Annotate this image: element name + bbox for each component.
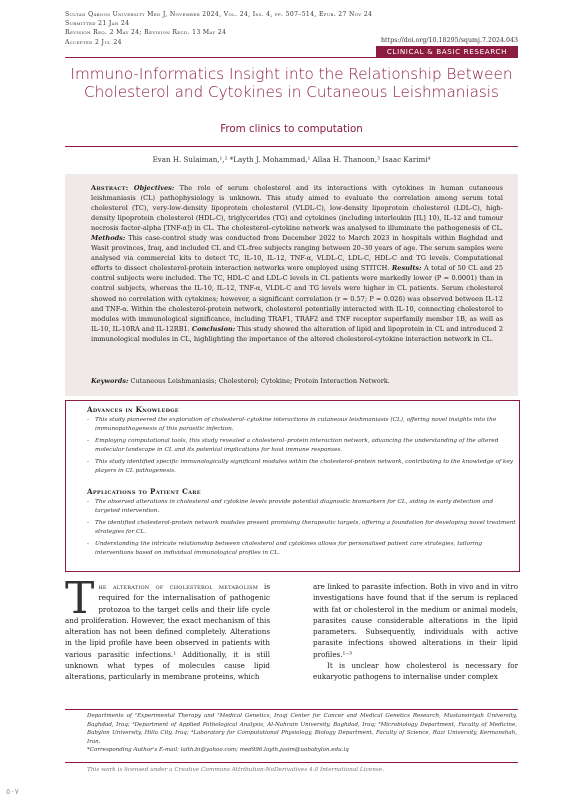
doi-link[interactable]: https://doi.org/10.18295/squmj.7.2024.043 (381, 37, 518, 44)
affiliations: Departments of ¹Experimental Therapy and ²Medical Genetics, Iraqi Center for Cancer and Medical Genetics Research, Mustansiriyah University, Baghdad, Iraq; ³Department of Applied Pathological Analysis, Al-Nahrain University, Baghdad, Iraq; ³Microbiology Department, Faculty of Medicine, Babylon University, Hilla City, Iraq; ⁴Laboratory for Computational Physiology, Biology Department, Faculty of Science, Razi University, Kermanshah, Iran. (87, 713, 517, 745)
article-subtitle: From clinics to computation (220, 123, 363, 135)
submitted-date: Submitted 21 Jan 24 (65, 20, 130, 28)
advances-item: - This study identified specific immunologically significant modules within the cholesterol-protein network, contributing to the knowledge of key players in CL pathogenesis. (87, 459, 514, 474)
methods-text: This case-control study was conducted from December 2022 to March 2023 in hospitals within Baghdad and Wasit provinces, Iraq, and included CL and CL-free subjects ranging between 20–30 years of age. The serum samples were analysed via commercial kits to detect TC, IL-10, IL-12, TNF-α, VLDL-C, LDL-C, HDL-C and TG levels. Computational efforts to dissect cholesterol-protein interaction networks were employed using STITCH. (91, 234, 503, 273)
advances-item: - Employing computational tools, this study revealed a cholesterol–protein interaction network, advancing the understanding of the altered molecular landscape in CL and its potential implications for host immune responses. (87, 438, 499, 453)
objectives-text: The role of serum cholesterol and its interactions with cytokines in human cutaneous leishmaniasis (CL) pathophysiology is unknown. This study aimed to evaluate the correlation among serum total cholesterol (TC), very-low-density lipoprotein cholesterol (VLDL-C), low-density lipoprotein cholesterol (LDL-C), high-density lipoprotein cholesterol (HDL-C), triglycerides (TG) and cytokines (including interleukin [IL] 10), IL-12 and tumour necrosis factor-alpha [TNF-α]) in CL. The cholesterol–cytokine network was analysed to illuminate the pathogenesis of CL. (91, 184, 503, 233)
abstract (91, 183, 503, 344)
body-column-right (313, 581, 518, 682)
license-notice: This work is licensed under a Creative Commons Attribution-NoDerivatives 4.0 International License. (87, 767, 385, 773)
advances-title: Advances in Knowledge (87, 405, 179, 414)
results-heading: Results: (391, 264, 422, 273)
section-label: CLINICAL & BASIC RESEARCH (376, 46, 518, 57)
article-title: Immuno-Informatics Insight into the Relationship Between Cholesterol and Cytokines in Cutaneous Leishmaniasis (70, 65, 513, 101)
header-rule (65, 57, 518, 58)
title-rule (65, 146, 518, 147)
applications-item: - The observed alterations in cholesterol and cytokine levels provide potential diagnostic biomarkers for CL, aiding in early detection and targeted intervention. (87, 499, 494, 514)
conclusion-heading: Conclusion: (191, 324, 236, 333)
masthead (65, 10, 372, 47)
body-column-left (65, 573, 270, 682)
keywords (91, 377, 503, 385)
revision-dates: Revision Req. 2 May 24; Revision Recd. 13 May 24 (65, 29, 227, 37)
methods-heading: Methods: (91, 234, 126, 243)
body-lead: he alteration of cholesterol metabolism (98, 582, 259, 591)
conclusion-text: This study showed the alteration of lipid and lipoprotein in CL and introduced 2 immunological modules in CL, highlighting the importance of the altered cholesterol-cytokine interaction network in CL. (91, 324, 504, 343)
author-list: Evan H. Sulaiman,¹,² *Layth J. Mohammad,¹ Allaa H. Thanoon,³ Isaac Karimi⁴ (152, 155, 431, 164)
applications-item: - Understanding the intricate relationship between cholesterol and cytokines allows for personalised patient care strategies, tailoring interventions based on individual immunological profiles in CL. (87, 541, 483, 556)
keywords-label: Keywords: (91, 377, 129, 385)
footer-rule (65, 709, 518, 710)
corresponding-author: *Corresponding Author's E-mail: laith.bi@yahoo.com; med996.layth.jasim@uobabylon.edu.iq (87, 747, 349, 753)
body-text-left: is required for the internalisation of pathogenic protozoa to the target cells and their life cycle and proliferation. However, the exact mechanism of this alteration has not been defined completely. Alterations in the lipid profile have been observed in patients with various parasitic infections.¹ Additionally, it is still unknown what types of molecules cause lipid alterations, particularly in membrane proteins, which (65, 582, 270, 681)
keywords-text: Cutaneous Leishmaniasis; Cholesterol; Cytokine; Protein Interaction Network. (130, 377, 390, 385)
body-text-right-p2: It is unclear how cholesterol is necessary for eukaryotic pathogens to internalise under complex (313, 660, 518, 681)
applications-item: - The identified cholesterol-protein network modules present promising therapeutic targets, offering a foundation for developing novel treatment strategies for CL. (87, 520, 516, 535)
objectives-heading: Objectives: (133, 184, 175, 192)
journal-line: Sultan Qaboos University Med J, November 2024, Vol. 24, Iss. 4, pp. 507–514, Epub. 27 Nov 24 (65, 11, 373, 18)
drop-cap: T (65, 573, 95, 624)
advances-item: - This study pioneered the exploration of cholesterol–cytokine interactions in cutaneous leishmaniasis (CL), offering novel insights into the immunopathogenesis of this parasitic infection. (87, 417, 497, 432)
license-rule (65, 762, 518, 763)
body-text-right-p1: are linked to parasite infection. Both in vivo and in vitro investigations have found that if the serum is replaced with fat or cholesterol in the medium or animal models, parasites cause considerable alterations in the lipid parameters. Subsequently, individuals with active parasite infections showed alterations in their lipid profiles.¹⁻³ (313, 582, 518, 659)
page-number: ٥٠٧ (6, 787, 19, 796)
results-text: A total of 50 CL and 25 control subjects were included. The TC, HDL-C and LDL-C levels in CL patients were markedly lower (P = 0.0001) than in control subjects, whereas the IL-10, IL-12, TNF-α, VLDL-C and TG levels were higher in CL patients. Serum cholesterol showed no correlation with cytokines; however, a significant correlation (r = 0.57; P = 0.026) was observed between IL-12 and TNF-α. Within the cholesterol-protein network, cholesterol potentially interacted with IL-10, connecting cholesterol to modules with immunological significance, including TRAF1, TRAF2 and TNF receptor superfamily member 1B, as well as IL-10, IL-10RA and IL-12RB1. (91, 264, 503, 333)
abstract-label: Abstract: (91, 184, 129, 192)
applications-title: Applications to Patient Care (87, 487, 201, 496)
accepted-date: Accepted 2 Jul 24 (65, 38, 122, 46)
